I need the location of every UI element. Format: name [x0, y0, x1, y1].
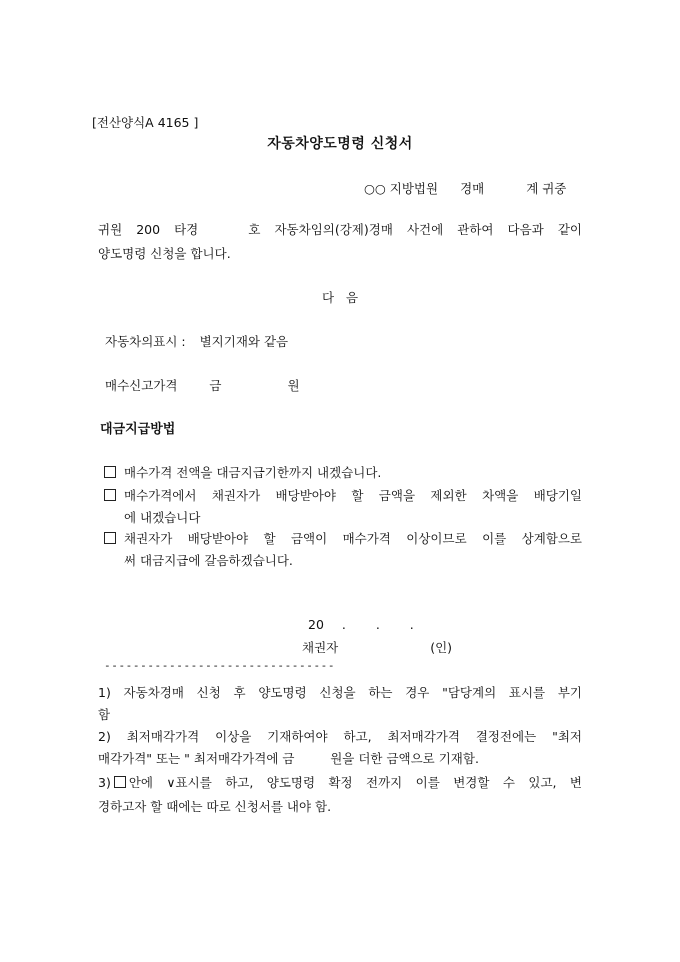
- section-heading-next: 다 음: [321, 290, 359, 305]
- checkbox-option-3[interactable]: [104, 532, 116, 544]
- car-display-value: 별지기재와 같음: [199, 334, 289, 349]
- payment-option-1[interactable]: [104, 463, 381, 481]
- purchase-price-row: [105, 376, 300, 394]
- payment-option-1-text: 매수가격 전액을 대금지급기한까지 내겠습니다.: [124, 465, 382, 480]
- purchase-price-unit: 원: [287, 378, 300, 393]
- payment-option-2-continuation: 에 내겠습니다: [124, 510, 201, 525]
- page-title: 자동차양도명령 신청서: [267, 136, 413, 152]
- note-2-line-2: 매각가격" 또는 " 최저매각가격에 금 원을 더한 금액으로 기재함.: [98, 751, 479, 766]
- payment-option-2-text: 매수가격에서 채권자가 배당받아야 할 금액을 제외한 차액을 배당기일: [124, 488, 582, 503]
- checkbox-option-2[interactable]: [104, 489, 116, 501]
- court-section: 계 귀중: [526, 181, 567, 196]
- car-display-label: 자동차의표시 :: [105, 334, 186, 349]
- form-code: [전산양식A 4165 ]: [92, 115, 199, 130]
- payment-method-title: 대금지급방법: [100, 422, 176, 437]
- note-2-line-1: 2) 최저매각가격 이상을 기재하여야 하고, 최저매각가격 결정전에는 "최저: [98, 729, 582, 744]
- date-year-prefix: 20: [308, 617, 324, 632]
- payment-option-3[interactable]: [104, 529, 582, 547]
- checkbox-option-1[interactable]: [104, 466, 116, 478]
- date-line: 20 . . .: [308, 617, 414, 632]
- car-display-row: [105, 332, 288, 350]
- note-1-line-1: 1) 자동차경매 신청 후 양도명령 신청을 하는 경우 "담당계의 표시를 부기: [98, 685, 582, 700]
- intro-line-2: 양도명령 신청을 합니다.: [98, 246, 231, 261]
- note-3-line-2: 경하고자 할 때에는 따로 신청서를 내야 함.: [98, 799, 332, 814]
- intro-line-1: 귀원 200 타경 호 자동차임의(강제)경매 사건에 관하여 다음과 같이: [98, 222, 582, 237]
- payment-option-3-continuation: 써 대금지급에 갈음하겠습니다.: [124, 553, 293, 568]
- purchase-price-label: 매수신고가격: [105, 378, 178, 393]
- payment-option-3-text: 채권자가 배당받아야 할 금액이 매수가격 이상이므로 이를 상계함으로: [124, 531, 582, 546]
- note-3-line-1: 3) 안에 ∨표시를 하고, 양도명령 확정 전까지 이를 변경할 수 있고, 변: [98, 775, 582, 790]
- court-line: [364, 179, 566, 197]
- divider: --------------------------------: [104, 659, 336, 672]
- note-1-line-2: 함: [98, 707, 111, 722]
- payment-option-2[interactable]: [104, 486, 582, 504]
- seal-mark: (인): [430, 640, 453, 655]
- purchase-price-currency: 금: [209, 378, 222, 393]
- creditor-label: 채권자: [302, 640, 339, 655]
- court-division: 경매: [460, 181, 485, 196]
- creditor-line: [302, 638, 452, 656]
- checkbox-symbol: [114, 776, 126, 788]
- court-name: ○○ 지방법원: [364, 181, 439, 196]
